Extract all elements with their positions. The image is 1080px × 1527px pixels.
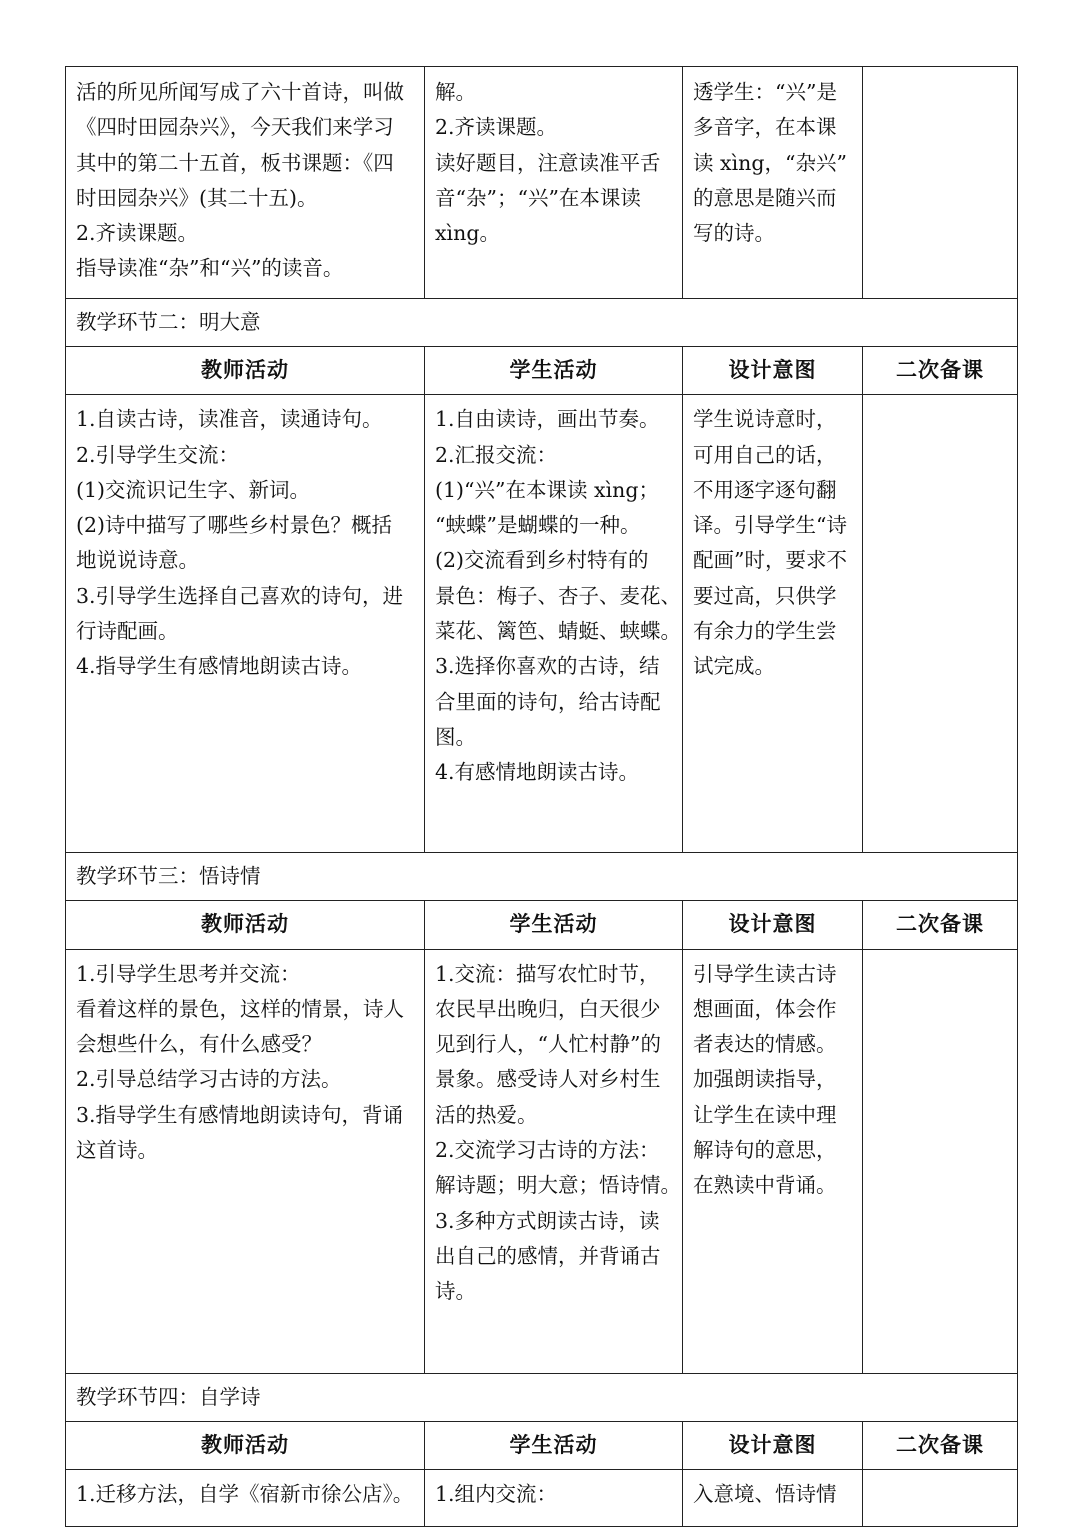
text-line: 1.自读古诗，读准音，读通诗句。 — [76, 407, 383, 432]
text-line: (1)“兴”在本课读 xìng； — [435, 477, 659, 502]
lesson-plan-body — [66, 67, 1018, 1527]
text-line: 菜花、篱笆、蜻蜓、蛱蝶。 — [435, 619, 681, 644]
student-activity-cell — [425, 1469, 683, 1526]
text-line: 3.引导学生选择自己喜欢的诗句，进 — [76, 583, 404, 608]
text-line: 3.指导学生有感情地朗读诗句，背诵 — [76, 1102, 404, 1127]
text-line: 1.自由读诗，画出节奏。 — [435, 407, 660, 432]
text-line: 在熟读中背诵。 — [693, 1173, 837, 1198]
text-line: 解诗句的意思， — [693, 1138, 837, 1163]
text-line: 解。 — [435, 80, 476, 104]
student-activity-cell — [425, 67, 683, 299]
section-title: 教学环节三：悟诗情 — [66, 853, 1018, 901]
column-header-teacher: 教师活动 — [66, 347, 425, 395]
text-line: 3.多种方式朗读古诗，读 — [435, 1208, 660, 1233]
text-line: 入意境、悟诗情 — [693, 1481, 837, 1506]
section-title: 教学环节四：自学诗 — [66, 1373, 1018, 1421]
secondary-notes-cell — [863, 395, 1018, 853]
text-line: 想画面，体会作 — [693, 996, 837, 1021]
student-activity-cell — [425, 949, 683, 1373]
section-title-row — [66, 299, 1018, 347]
teacher-activity-cell — [66, 67, 425, 299]
teacher-activity-cell — [66, 395, 425, 853]
secondary-notes-cell — [863, 1469, 1018, 1526]
content-row — [66, 949, 1018, 1373]
text-line: 透学生：“兴”是 — [693, 80, 837, 104]
text-line: 会想些什么，有什么感受？ — [76, 1032, 322, 1057]
column-header-teacher: 教师活动 — [66, 901, 425, 949]
text-line: 学生说诗意时， — [693, 407, 837, 432]
text-line: 加强朗读指导， — [693, 1067, 837, 1092]
text-line: 解诗题；明大意；悟诗情。 — [435, 1173, 681, 1198]
text-line: 不用逐字逐句翻 — [693, 477, 837, 502]
text-line: 1.组内交流： — [435, 1481, 558, 1506]
content-row — [66, 395, 1018, 853]
text-line: 这首诗。 — [76, 1138, 158, 1163]
text-line: 地说说诗意。 — [76, 548, 199, 573]
continued-row — [66, 67, 1018, 299]
text-line: (1)交流识记生字、新词。 — [76, 477, 311, 502]
column-header-notes: 二次备课 — [863, 1421, 1018, 1469]
text-line: 2.齐读课题。 — [435, 115, 558, 140]
text-line: 见到行人，“人忙村静”的 — [435, 1032, 661, 1057]
text-line: xìng。 — [435, 221, 500, 246]
column-header-intent: 设计意图 — [683, 901, 863, 949]
text-line: 时田园杂兴》(其二十五)。 — [76, 185, 318, 210]
text-line: 图。 — [435, 724, 476, 749]
column-header-student: 学生活动 — [425, 901, 683, 949]
text-line: 引导学生读古诗 — [693, 961, 837, 986]
text-line: 景色：梅子、杏子、麦花、 — [435, 583, 681, 608]
text-line: 配画”时，要求不 — [693, 548, 847, 573]
column-header-row — [66, 347, 1018, 395]
text-line: 要过高，只供学 — [693, 583, 837, 608]
column-header-teacher: 教师活动 — [66, 1421, 425, 1469]
text-line: 写的诗。 — [693, 221, 775, 246]
text-line: 读 xìng，“杂兴” — [693, 150, 847, 175]
column-header-notes: 二次备课 — [863, 347, 1018, 395]
text-line: 可用自己的话， — [693, 442, 837, 467]
text-line: 出自己的感情，并背诵古 — [435, 1243, 661, 1268]
text-line: 读好题目，注意读准平舌 — [435, 150, 661, 175]
text-line: 让学生在读中理 — [693, 1102, 837, 1127]
column-header-intent: 设计意图 — [683, 347, 863, 395]
column-header-row — [66, 901, 1018, 949]
text-line: 2.汇报交流： — [435, 442, 558, 467]
lesson-plan-table — [65, 66, 1018, 1527]
text-line: 1.引导学生思考并交流： — [76, 961, 301, 986]
text-line: 活的所见所闻写成了六十首诗，叫做 — [76, 80, 404, 104]
content-row — [66, 1469, 1018, 1526]
column-header-student: 学生活动 — [425, 347, 683, 395]
text-line: 活的热爱。 — [435, 1102, 538, 1127]
section-title: 教学环节二：明大意 — [66, 299, 1018, 347]
text-line: (2)交流看到乡村特有的 — [435, 548, 649, 573]
text-line: 1.迁移方法，自学《宿新市徐公店》。 — [76, 1481, 414, 1506]
text-line: 行诗配画。 — [76, 619, 179, 644]
column-header-intent: 设计意图 — [683, 1421, 863, 1469]
section-title-row — [66, 1373, 1018, 1421]
text-line: 合里面的诗句，给古诗配 — [435, 689, 661, 714]
text-line: 2.齐读课题。 — [76, 221, 199, 246]
design-intent-cell — [683, 1469, 863, 1526]
text-line: 多音字，在本课 — [693, 115, 837, 140]
text-line: 其中的第二十五首，板书课题：《四 — [76, 150, 394, 175]
column-header-notes: 二次备课 — [863, 901, 1018, 949]
text-line: 4.有感情地朗读古诗。 — [435, 760, 640, 785]
teacher-activity-cell — [66, 949, 425, 1373]
text-line: 有余力的学生尝 — [693, 619, 837, 644]
design-intent-cell — [683, 395, 863, 853]
text-line: 看着这样的景色，这样的情景，诗人 — [76, 996, 404, 1021]
text-line: 音“杂”；“兴”在本课读 — [435, 185, 641, 210]
text-line: (2)诗中描写了哪些乡村景色？概括 — [76, 513, 393, 538]
text-line: 诗。 — [435, 1279, 476, 1304]
text-line: 4.指导学生有感情地朗读古诗。 — [76, 654, 363, 679]
text-line: 3.选择你喜欢的古诗，结 — [435, 654, 660, 679]
text-line: 试完成。 — [693, 654, 775, 679]
secondary-notes-cell — [863, 67, 1018, 299]
text-line: 农民早出晚归，白天很少 — [435, 996, 661, 1021]
text-line: 景象。感受诗人对乡村生 — [435, 1067, 661, 1092]
text-line: 2.引导总结学习古诗的方法。 — [76, 1067, 342, 1092]
column-header-row — [66, 1421, 1018, 1469]
design-intent-cell — [683, 949, 863, 1373]
text-line: 译。引导学生“诗 — [693, 513, 847, 538]
text-line: 《四时田园杂兴》，今天我们来学习 — [76, 115, 394, 140]
text-line: 2.交流学习古诗的方法： — [435, 1138, 660, 1163]
text-line: 2.引导学生交流： — [76, 442, 240, 467]
column-header-student: 学生活动 — [425, 1421, 683, 1469]
teacher-activity-cell — [66, 1469, 425, 1526]
section-title-row — [66, 853, 1018, 901]
text-line: 指导读准“杂”和“兴”的读音。 — [76, 256, 344, 281]
student-activity-cell — [425, 395, 683, 853]
text-line: 者表达的情感。 — [693, 1032, 837, 1057]
design-intent-cell — [683, 67, 863, 299]
text-line: 的意思是随兴而 — [693, 185, 837, 210]
text-line: 1.交流：描写农忙时节， — [435, 961, 660, 986]
text-line: “蛱蝶”是蝴蝶的一种。 — [435, 513, 641, 538]
secondary-notes-cell — [863, 949, 1018, 1373]
